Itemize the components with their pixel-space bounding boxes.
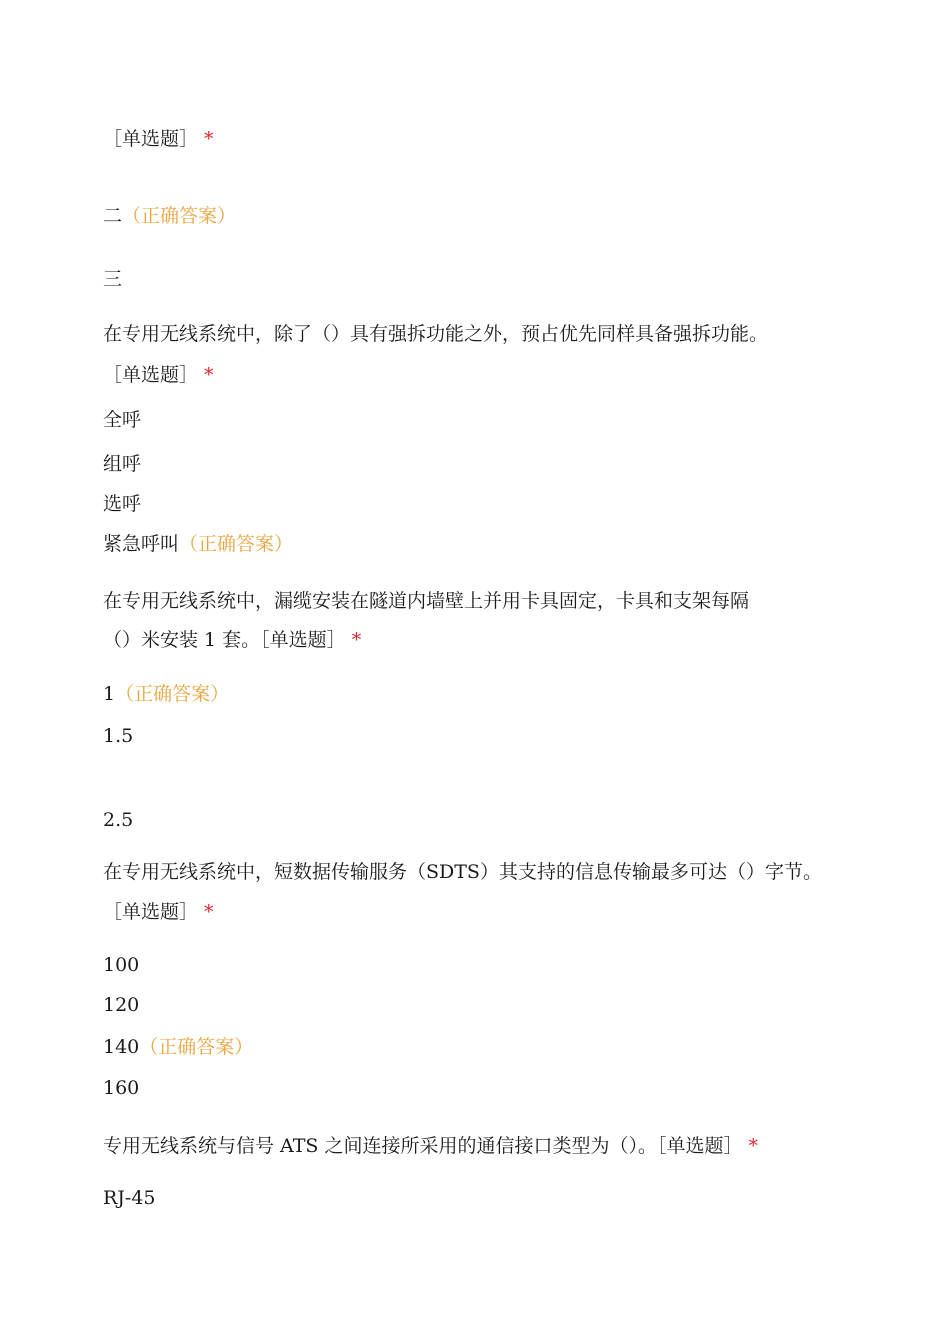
- correct-answer-label: （正确答案）: [139, 1036, 254, 1058]
- option-text: 140: [103, 1036, 140, 1058]
- question-stem-text: （）米安装 1 套。: [103, 629, 261, 651]
- question-type-line: [103, 900, 214, 924]
- option-text: 全呼: [103, 409, 142, 431]
- option-item[interactable]: [103, 953, 139, 977]
- question-type-tag: ［单选题］: [103, 901, 199, 923]
- question-stem-continued: [103, 628, 361, 652]
- required-star: *: [748, 1135, 758, 1157]
- required-star: *: [204, 128, 214, 150]
- question-type-tag: ［单选题］: [103, 364, 199, 386]
- option-item[interactable]: [103, 408, 141, 432]
- correct-answer-label: （正确答案）: [179, 533, 294, 555]
- option-text: 二: [103, 205, 123, 227]
- option-text: 组呼: [103, 453, 142, 475]
- option-item[interactable]: [103, 532, 293, 556]
- option-item[interactable]: [103, 1076, 139, 1100]
- question-stem: 在专用无线系统中，短数据传输服务（SDTS）其支持的信息传输最多可达（）字节。: [103, 861, 822, 883]
- question-stem: 在专用无线系统中，除了（）具有强拆功能之外，预占优先同样具备强拆功能。: [103, 323, 769, 345]
- option-item[interactable]: [103, 204, 236, 228]
- correct-answer-label: （正确答案）: [115, 683, 230, 705]
- option-item[interactable]: [103, 1186, 156, 1210]
- option-text: 紧急呼叫: [103, 533, 180, 555]
- option-text: 三: [103, 268, 123, 290]
- required-star: *: [204, 901, 214, 923]
- option-item[interactable]: [103, 492, 141, 516]
- question-type-line: [103, 363, 214, 387]
- required-star: *: [351, 629, 362, 651]
- question-type-tag: ［单选题］: [103, 128, 199, 150]
- option-text: 160: [103, 1077, 140, 1099]
- option-item[interactable]: [103, 1035, 253, 1059]
- option-text: 2.5: [103, 809, 134, 831]
- required-star: *: [204, 364, 214, 386]
- question-stem: 专用无线系统与信号 ATS 之间连接所采用的通信接口类型为（）。: [103, 1135, 657, 1157]
- question-type-tag: ［单选题］: [260, 629, 346, 651]
- option-text: 120: [103, 994, 140, 1016]
- option-item[interactable]: [103, 452, 141, 476]
- option-text: 选呼: [103, 493, 142, 515]
- question-type-tag: ［单选题］: [656, 1135, 743, 1157]
- question-stem-line: [103, 1134, 758, 1158]
- question-stem: 在专用无线系统中，漏缆安装在隧道内墙壁上并用卡具固定，卡具和支架每隔: [103, 590, 750, 612]
- option-item[interactable]: [103, 993, 139, 1017]
- option-text: 100: [103, 954, 140, 976]
- option-item[interactable]: [103, 724, 133, 748]
- option-text: RJ-45: [103, 1187, 156, 1209]
- correct-answer-label: （正确答案）: [122, 205, 237, 227]
- option-text: 1.5: [103, 725, 134, 747]
- option-item[interactable]: [103, 682, 229, 706]
- option-item[interactable]: [103, 808, 133, 832]
- question-type-line: [103, 127, 214, 151]
- option-text: 1: [103, 683, 116, 705]
- option-item[interactable]: [103, 267, 122, 291]
